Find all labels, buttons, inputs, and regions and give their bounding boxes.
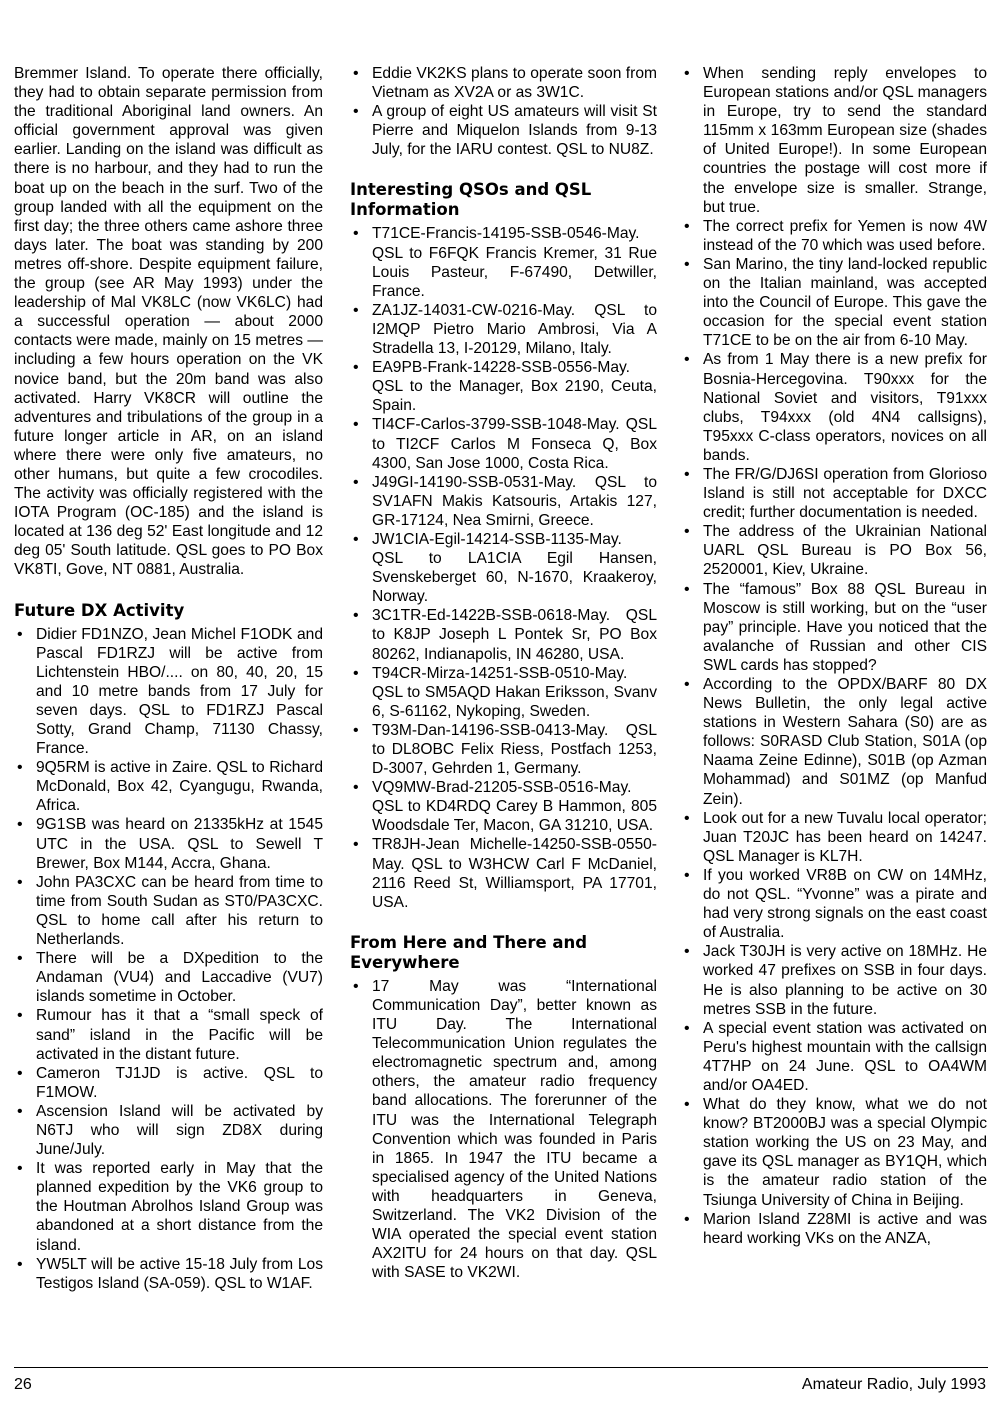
list-item: • TI4CF-Carlos-3799-SSB-1048-May. QSL to TI2CF Carlos M Fonseca Q, Box 4300, San Jose 1000, Costa Rica. <box>350 415 657 472</box>
list-item: • It was reported early in May that the planned expedition by the VK6 group to the Houtman Abrolhos Island Group was abandoned at a short distance from the island. <box>14 1159 323 1254</box>
list-item: • EA9PB-Frank-14228-SSB-0556-May. QSL to the Manager, Box 2190, Ceuta, Spain. <box>350 358 657 415</box>
footer-publication-title: Amateur Radio, July 1993 <box>801 1376 986 1393</box>
list-item: • There will be a DXpedition to the Andaman (VU4) and Laccadive (VU7) islands sometime in October. <box>14 949 323 1006</box>
list-item: • Cameron TJ1JD is active. QSL to F1MOW. <box>14 1064 323 1102</box>
list-item: • Ascension Island will be activated by N6TJ who will sign ZD8X during June/July. <box>14 1102 323 1159</box>
list-item: • The correct prefix for Yemen is now 4W instead of the 70 which was used before. <box>681 217 987 255</box>
list-item: • T71CE-Francis-14195-SSB-0546-May. QSL to F6FQK Francis Kremer, 31 Rue Louis Pasteur, F-67490, Detwiller, France. <box>350 224 657 300</box>
here-list <box>350 977 657 1283</box>
list-item: • Didier FD1NZO, Jean Michel F1ODK and Pascal FD1RZJ will be active from Lichtenstein HBO/.... on 80, 40, 20, 15 and 10 metre bands from 17 July for seven days. QSL to FD1RZJ Pascal Sotty, Grand Champ, 71130 Chassy, France. <box>14 625 323 759</box>
list-item: • What do they know, what we do not know? BT2000BJ was a special Olympic station working the US on 23 May, and gave its QSL manager as BY1QH, which is the amateur radio station of the Tsiunga University of China in Beijing. <box>681 1095 987 1210</box>
list-item: • As from 1 May there is a new prefix for Bosnia-Hercegovina. T90xxx for the National Soviet and visitors, T91xxx clubs, T94xxx (old 4N4 callsigns), T95xxx C-class operators, novices on all bands. <box>681 350 987 465</box>
heading-interesting-qsos: Interesting QSOs and QSL Information <box>350 180 592 220</box>
list-item: • John PA3CXC can be heard from time to time from South Sudan as ST0/PA3CXC. QSL to home call after his return to Netherlands. <box>14 873 323 949</box>
list-item: • San Marino, the tiny land-locked republic on the Italian mainland, was accepted into the Council of Europe. This gave the occasion for the special event station T71CE to be on the air from 6-10 May. <box>681 255 987 350</box>
list-item: • According to the OPDX/BARF 80 DX News Bulletin, the only legal active stations in Western Sahara (S0) are as follows: S0RASD Club Station, S01A (op Naama Zeine Edinne), S01B (op Azman Mohammad) and S01MZ (op Manfud Zein). <box>681 675 987 809</box>
page-number: 26 <box>14 1376 32 1393</box>
list-item: • 9G1SB was heard on 21335kHz at 1545 UTC in the USA. QSL to Sewell T Brewer, Box M144, Accra, Ghana. <box>14 815 323 872</box>
list-item: • When sending reply envelopes to European stations and/or QSL managers in Europe, try to send the standard 115mm x 163mm European size (shades of United Europe!). In some European countries the postage will cost more if the envelope size is smaller. Strange, but true. <box>681 64 987 217</box>
list-item: • Look out for a new Tuvalu local operator; Juan T20JC has been heard on 14247. QSL Manager is KL7H. <box>681 809 987 866</box>
list-item: • J49GI-14190-SSB-0531-May. QSL to SV1AFN Makis Katsouris, Artakis 127, GR-17124, Nea Smirni, Greece. <box>350 473 657 530</box>
list-item: • JW1CIA-Egil-14214-SSB-1135-May. QSL to LA1CIA Egil Hansen, Svenskeberget 60, N-1670, Kraakeroy, Norway. <box>350 530 657 606</box>
list-item: • Jack T30JH is very active on 18MHz. He worked 47 prefixes on SSB in four days. He is also planning to be active on 30 metres SSB in the future. <box>681 942 987 1018</box>
list-item: • 17 May was “International Communication Day”, better known as ITU Day. The International Telecommunication Union regulates the electromagnetic spectrum and, among others, the amateur radio frequency band allocations. The forerunner of the ITU was the International Telegraph Convention which was founded in Paris in 1865. In 1947 the ITU became a specialised agency of the United Nations with headquarters in Geneva, Switzerland. The VK2 Division of the WIA operated the special event station AX2ITU for 24 hours on that day. QSL with SASE to VK2WI. <box>350 977 657 1283</box>
list-item: • YW5LT will be active 15-18 July from Los Testigos Island (SA-059). QSL to W1AF. <box>14 1255 323 1293</box>
list-item: • T93M-Dan-14196-SSB-0413-May. QSL to DL8OBC Felix Riess, Postfach 1253, D-3007, Gehrden 1, Germany. <box>350 721 657 778</box>
column-1 <box>14 64 323 1293</box>
list-item: • 9Q5RM is active in Zaire. QSL to Richard McDonald, Box 42, Cyangugu, Rwanda, Africa. <box>14 758 323 815</box>
list-item: • ZA1JZ-14031-CW-0216-May. QSL to I2MQP Pietro Mario Ambrosi, Via A Stradella 13, I-20129, Milano, Italy. <box>350 301 657 358</box>
top-list <box>350 64 657 159</box>
list-item: • If you worked VR8B on CW on 14MHz, do not QSL. “Yvonne” was a pirate and had very strong signals on the east coast of Australia. <box>681 866 987 942</box>
list-item: • The “famous” Box 88 QSL Bureau in Moscow is still working, but on the “user pay” principle. Have you noticed that the avalanche of Russian and other CIS SWL cards has stopped? <box>681 580 987 675</box>
footer-divider <box>14 1367 988 1368</box>
list-item: • The address of the Ukrainian National UARL QSL Bureau is PO Box 56, 2520001, Kiev, Ukraine. <box>681 522 987 579</box>
list-item: • T94CR-Mirza-14251-SSB-0510-May. QSL to SM5AQD Hakan Eriksson, Svanv 6, S-61162, Nykoping, Sweden. <box>350 664 657 721</box>
column-2 <box>350 64 657 1282</box>
list-item: • Rumour has it that a “small speck of sand” island in the Pacific will be activated in the distant future. <box>14 1006 323 1063</box>
list-item: • Eddie VK2KS plans to operate soon from Vietnam as XV2A or as 3W1C. <box>350 64 657 102</box>
intro-paragraph: Bremmer Island. To operate there officially, they had to obtain separate permission from the traditional Aboriginal land owners. An official government approval was given earlier. Landing on the island was difficult as there is no harbour, and they had to run the boat up on the beach in the surf. Two of the group landed with all the equipment on the first day; the three others came ashore three days later. The boat was standing by 200 metres off-shore. Despite equipment failure, the group (see AR May 1993) under the leadership of Mal VK8LC (now VK6LC) had a successful operation — about 2000 contacts were made, mainly on 15 metres — including a few hours operation on the VK novice band, but the 20m band was also activated. Harry VK8CR will outline the adventures and tribulations of the group in a future longer article in AR, on an island where there were only five amateurs, no other humans, but quite a few crocodiles. The activity was officially registered with the IOTA Program (OC-185) and the island is located at 136 deg 52' East longitude and 12 deg 05' South latitude. QSL goes to PO Box VK8TI, Gove, NT 0881, Australia. <box>14 65 323 579</box>
column-3 <box>681 64 987 1248</box>
list-item: • VQ9MW-Brad-21205-SSB-0516-May. QSL to KD4RDQ Carey B Hammon, 805 Woodsdale Ter, Macon, GA 31210, USA. <box>350 778 657 835</box>
list-item: • A group of eight US amateurs will visit St Pierre and Miquelon Islands from 9-13 July, for the IARU contest. QSL to NU8Z. <box>350 102 657 159</box>
qso-list <box>350 224 657 911</box>
future-dx-list <box>14 625 323 1293</box>
heading-from-here-and-there: From Here and There and Everywhere <box>350 932 588 972</box>
heading-future-dx-activity: Future DX Activity <box>14 600 185 620</box>
list-item: • 3C1TR-Ed-1422B-SSB-0618-May. QSL to K8JP Joseph L Pontek Sr, PO Box 80262, Indianapolis, IN 46280, USA. <box>350 606 657 663</box>
list-item: • TR8JH-Jean Michelle-14250-SSB-0550-May. QSL to W3HCW Carl F McDaniel, 2116 Reed St, Williamsport, PA 17701, USA. <box>350 835 657 911</box>
list-item: • The FR/G/DJ6SI operation from Glorioso Island is still not acceptable for DXCC credit; further documentation is needed. <box>681 465 987 522</box>
news-list <box>681 64 987 1248</box>
list-item: • Marion Island Z28MI is active and was heard working VKs on the ANZA, <box>681 1210 987 1248</box>
list-item: • A special event station was activated on Peru's highest mountain with the callsign 4T7HP on 24 June. QSL to OA4WM and/or OA4ED. <box>681 1019 987 1095</box>
